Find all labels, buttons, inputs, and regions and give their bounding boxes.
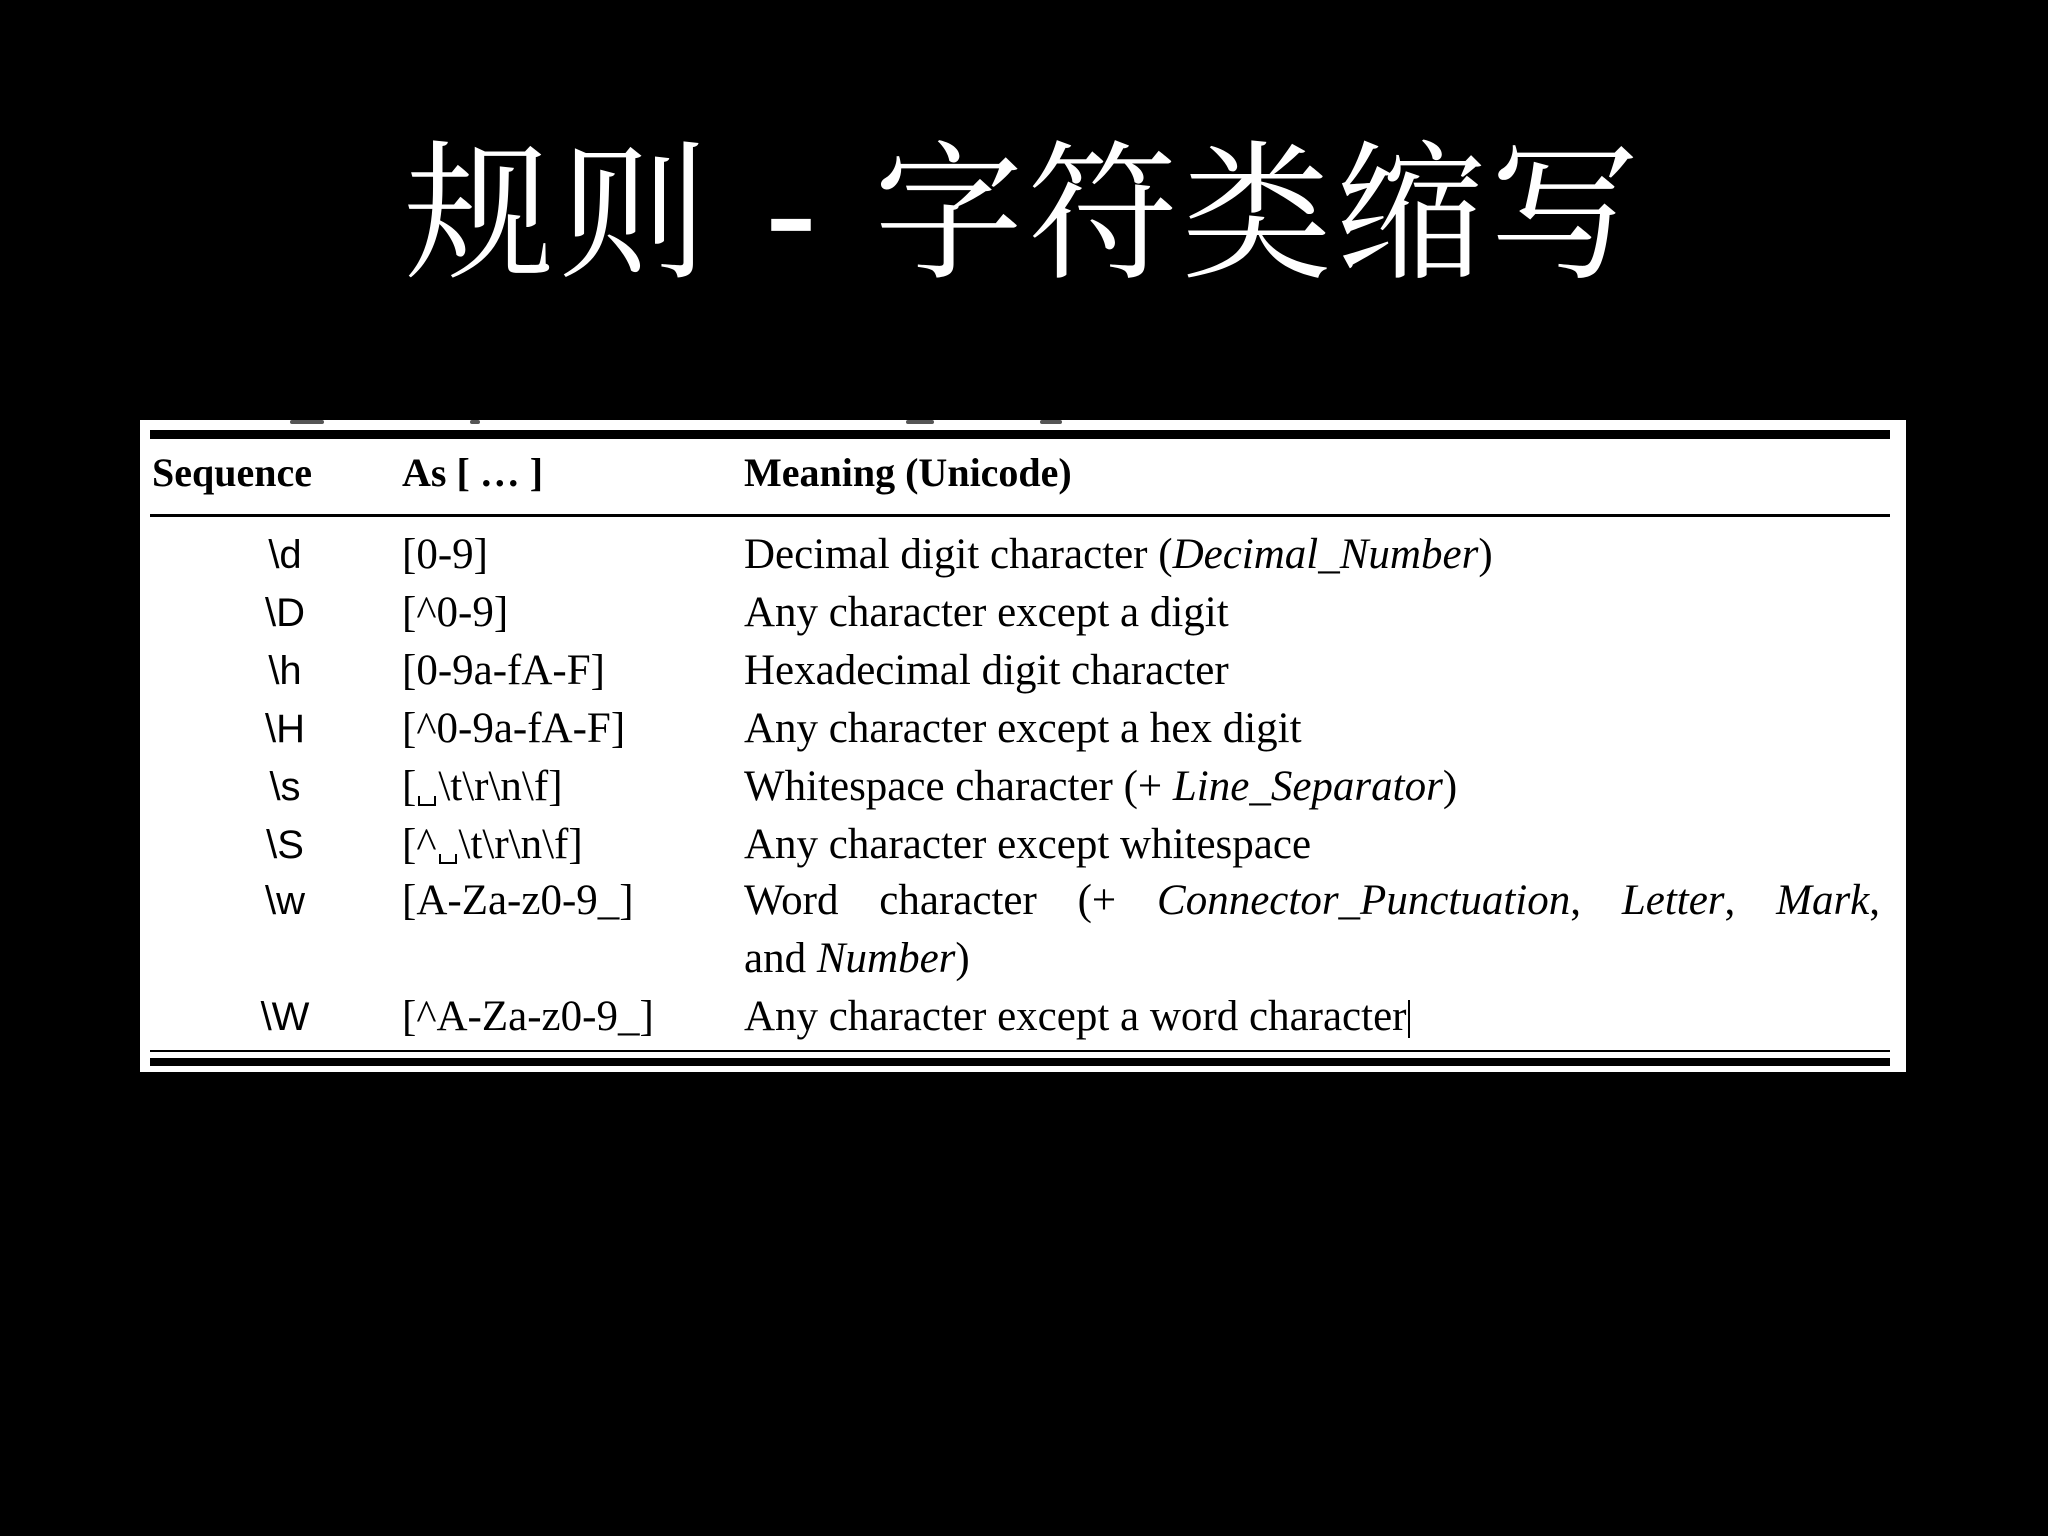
row-meaning: Any character except a hex digit (744, 705, 1302, 752)
row-seq: \d (268, 533, 302, 577)
row-meaning: Decimal digit character (Decimal_Number) (744, 531, 1493, 578)
row-meaning: Whitespace character (+ Line_Separator) (744, 763, 1458, 810)
row-seq: \D (265, 591, 305, 635)
cropped-caption-remnant (140, 420, 1906, 430)
row-seq: \s (269, 765, 301, 809)
row-meaning: Any character except whitespace (744, 821, 1312, 868)
table-bottom-rule-thin (150, 1050, 1890, 1052)
row-seq: \H (265, 707, 305, 751)
text-cursor (1408, 1000, 1410, 1038)
space-symbol-icon (418, 796, 436, 806)
table-header-rule (150, 514, 1890, 517)
row-seq: \h (268, 649, 302, 693)
row-meaning-line-2: and Number) (744, 935, 970, 982)
header-meaning: Meaning (Unicode) (744, 450, 1072, 495)
row-as: [^0-9] (402, 589, 509, 636)
header-sequence: Sequence (152, 450, 312, 495)
row-meaning: Any character except a word character (744, 992, 1410, 1042)
row-meaning: Hexadecimal digit character (744, 647, 1229, 694)
row-seq: \W (260, 995, 310, 1039)
row-as: [^A-Za-z0-9_] (402, 993, 654, 1040)
slide-title: 规则 - 字符类缩写 (404, 128, 1644, 302)
regex-table-image (140, 420, 1906, 1072)
row-meaning-line-1: Word character (+ Connector_Punctuation, Letter, Mark, (744, 877, 1881, 924)
row-meaning: Any character except a digit (744, 589, 1229, 636)
table-top-rule (150, 430, 1890, 439)
row-as: [^ \t\r\n\f] (402, 821, 583, 868)
row-seq: \S (266, 823, 304, 867)
row-as: [0-9] (402, 531, 488, 578)
space-symbol-icon (439, 854, 457, 864)
row-seq: \w (265, 879, 305, 923)
row-as: [^0-9a-fA-F] (402, 705, 626, 752)
row-as: [0-9a-fA-F] (402, 647, 605, 694)
header-as: As [ … ] (402, 450, 544, 495)
table-bottom-rule (150, 1058, 1890, 1066)
row-as: [A-Za-z0-9_] (402, 877, 634, 924)
row-as: [ \t\r\n\f] (402, 763, 563, 810)
